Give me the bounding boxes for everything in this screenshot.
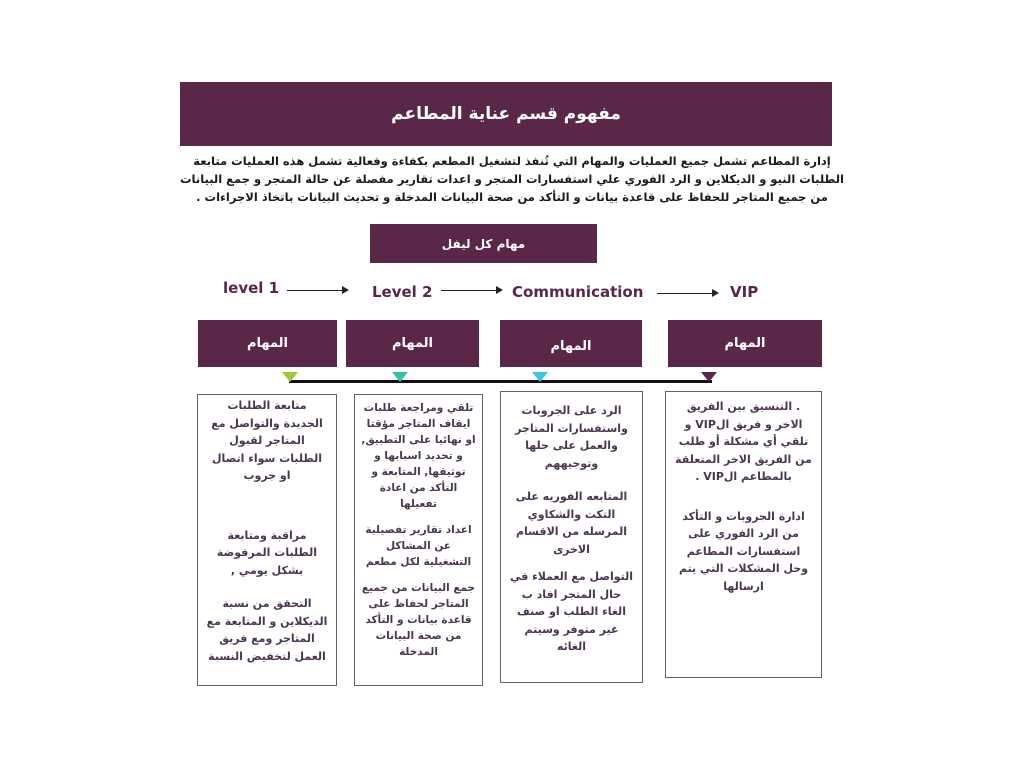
task-item: التواصل مع العملاء في حال المتجر افاد ب الغاء الطلب او صنف غير متوفر وسيتم الغائه [509, 570, 634, 653]
tasks-column-level-2 [354, 394, 483, 686]
communication-label: Communication [512, 283, 644, 301]
flow-arrow-2 [441, 290, 497, 291]
tasks-column-communication [500, 391, 643, 683]
tasks-header-level-1: المهام [198, 320, 337, 367]
arrow-head-icon [496, 286, 503, 294]
triangle-marker-icon [282, 372, 298, 382]
level-2-label: Level 2 [372, 283, 433, 301]
task-item: ادارة الجروبات و التأكد من الرد الفوري على استفسارات المطاعم وحل المشكلات التي يتم ارسالها [678, 509, 809, 593]
arrow-head-icon [342, 286, 349, 294]
tasks-header-level-2: المهام [346, 320, 479, 367]
flow-arrow-3 [657, 293, 713, 294]
tasks-column-vip [665, 391, 822, 678]
task-item: مراقبة ومتابعة الطلبات المرفوضة بشكل يومي , [216, 528, 318, 577]
tasks-header-communication: المهام [500, 320, 642, 367]
task-item: . التنسيق بين الفريق الاخر و فريق الVIP و تلقي أي مشكلة أو طلب من الفريق الاخر المتعلقة بالمطاعم الVIP . [675, 400, 812, 483]
triangle-marker-icon [701, 372, 717, 382]
task-item: جمع البيانات من جميع المتاجر لحفاظ على قاعدة بيانات و التأكد من صحة البيانات المدخلة [361, 582, 476, 658]
triangle-marker-icon [532, 372, 548, 382]
intro-paragraph: إدارة المطاعم تشمل جميع العمليات والمهام التي تُنفذ لتشغيل المطعم بكفاءة وفعالية تشمل هذه العمليات متابعة الطلبات النيو و الديكلاين و الرد الفوري علي استفسارات المتجر و اعدات تقارير مفصلة عن حالة المتجر و جمع البيانات من جميع المتاجر للحفاظ على قاعدة بيانات و التأكد من صحة البيانات المدخلة و تحديث البيانات باتخاذ الاجراءات . [180, 154, 844, 204]
triangle-marker-icon [392, 372, 408, 382]
level-1-label: level 1 [223, 279, 280, 297]
task-item: متابعة الطلبات الجديدة والتواصل مع المتاجر لقبول الطلبات سواء اتصال او جروب [211, 399, 323, 482]
vip-label: VIP [730, 283, 759, 301]
arrow-head-icon [712, 289, 719, 297]
tasks-column-level-1 [197, 394, 337, 686]
task-item: اعداد تقارير تفصيلية عن المشاكل التشغيلية لكل مطعم [365, 524, 472, 568]
task-item: تلقي ومراجعة طلبات ايقاف المتاجر مؤقتا او نهائيا على التطبيق, و تحديد اسبابها و توثيقها, المتابعة و التأكد من اعادة تفعيلها [361, 402, 476, 510]
flow-arrow-1 [287, 290, 343, 291]
task-item: المتابعه الفوريه على التكت والشكاوي المرسله من الاقسام الاخرى [515, 490, 628, 556]
task-item: التحقق من نسبة الديكلاين و المتابعة مع المتاجر ومع فريق العمل لتخفيض النسبة [206, 597, 328, 663]
page-title: مفهوم قسم عناية المطاعم [180, 82, 832, 146]
tasks-header-vip: المهام [668, 320, 822, 367]
levels-banner: مهام كل ليفل [370, 224, 597, 263]
timeline-line [289, 380, 712, 383]
task-item: الرد على الجروبات واستفسارات المتاجر والعمل على حلها وتوجيههم [515, 404, 628, 470]
